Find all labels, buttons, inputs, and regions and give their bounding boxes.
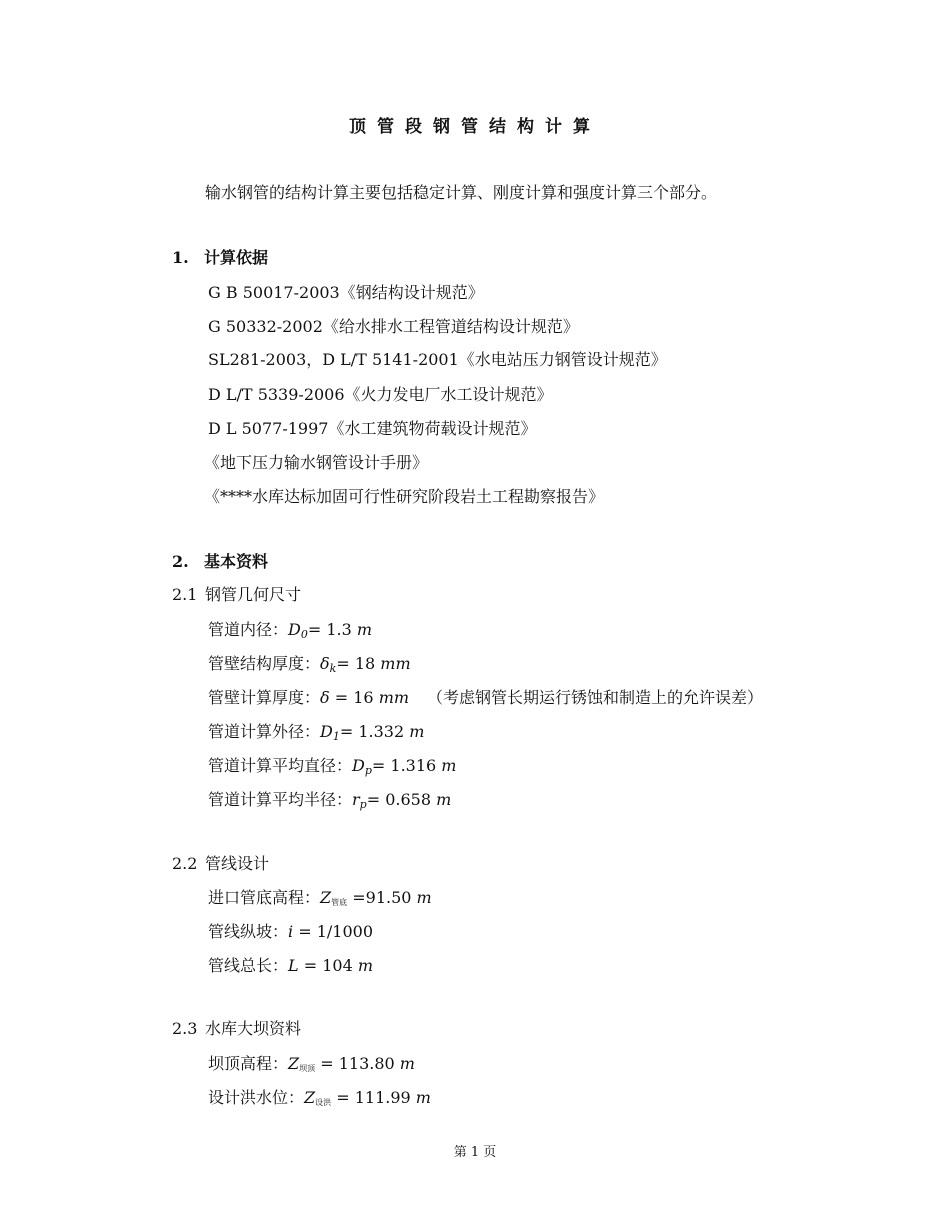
subsection-2-2-heading	[172, 854, 269, 874]
subsection-2-1-heading	[172, 585, 301, 605]
parameter-subscript: 1	[332, 730, 340, 743]
parameter-symbol: δ	[320, 654, 330, 673]
parameter-subscript: 0	[300, 628, 308, 641]
section-title: 基本资料	[204, 552, 269, 571]
parameter-label: 管壁结构厚度：	[208, 654, 321, 673]
parameter-unit: m	[409, 722, 425, 741]
parameter-unit: m	[441, 756, 457, 775]
parameter-value: = 0.658	[366, 790, 437, 809]
parameter-design-flood-level	[208, 1088, 431, 1113]
page-number-footer: 第 1 页	[453, 1145, 497, 1160]
parameter-value: = 111.99	[331, 1088, 416, 1107]
parameter-symbol: Z	[288, 1054, 300, 1073]
parameter-label: 管线纵坡：	[208, 922, 289, 941]
subsection-title: 水库大坝资料	[205, 1019, 302, 1038]
section-2-heading	[172, 552, 268, 572]
subsection-number: 2.2	[172, 854, 198, 873]
parameter-value: = 1/1000	[293, 922, 374, 941]
parameter-unit: m	[357, 956, 374, 975]
parameter-value: = 18	[336, 654, 381, 673]
intro-paragraph: 输水钢管的结构计算主要包括稳定计算、刚度计算和强度计算三个部分。	[205, 183, 718, 202]
parameter-label: 管线总长：	[208, 956, 289, 975]
subsection-number: 2.3	[172, 1019, 198, 1038]
parameter-unit: mm	[380, 654, 411, 673]
section-1-heading	[172, 248, 268, 268]
parameter-mean-radius	[208, 790, 451, 815]
parameter-wall-structural-thickness	[208, 654, 411, 679]
parameter-inlet-bottom-elevation	[208, 888, 432, 913]
parameter-longitudinal-slope	[208, 922, 373, 942]
parameter-value: = 104	[298, 956, 358, 975]
parameter-label: 管道计算外径：	[208, 722, 321, 741]
parameter-symbol: D	[320, 722, 333, 741]
parameter-value: = 1.316	[371, 756, 442, 775]
parameter-total-length	[208, 956, 373, 976]
reference-item: 《地下压力输水钢管设计手册》	[204, 453, 429, 472]
parameter-label: 坝顶高程：	[208, 1054, 289, 1073]
parameter-subscript: p	[359, 798, 367, 811]
parameter-value: =91.50	[347, 888, 417, 907]
subsection-title: 钢管几何尺寸	[205, 585, 302, 604]
parameter-value: = 1.332	[339, 722, 410, 741]
parameter-label: 管道内径：	[208, 620, 289, 639]
parameter-unit: m	[416, 888, 432, 907]
parameter-unit: m	[356, 620, 373, 639]
parameter-label: 进口管底高程：	[208, 888, 321, 907]
reference-item: 《****水库达标加固可行性研究阶段岩土工程勘察报告》	[204, 487, 605, 506]
parameter-symbol: Z	[320, 888, 332, 907]
subsection-2-3-heading	[172, 1019, 301, 1039]
parameter-value: = 16	[329, 688, 379, 707]
parameter-subscript: 设洪	[315, 1098, 332, 1107]
reference-item: D L 5077-1997《水工建筑物荷载设计规范》	[208, 419, 537, 438]
parameter-label: 管道计算平均直径：	[208, 756, 353, 775]
parameter-mean-diameter	[208, 756, 456, 781]
section-number: 2.	[172, 552, 189, 571]
section-number: 1.	[172, 248, 189, 267]
parameter-inner-diameter	[208, 620, 372, 645]
parameter-unit: m	[415, 1088, 431, 1107]
parameter-symbol: i	[288, 922, 294, 941]
parameter-unit: m	[436, 790, 452, 809]
parameter-label: 管道计算平均半径：	[208, 790, 353, 809]
parameter-value: = 113.80	[315, 1054, 400, 1073]
parameter-symbol: L	[288, 956, 299, 975]
parameter-label: 管壁计算厚度：	[208, 688, 321, 707]
parameter-wall-calc-thickness	[208, 688, 763, 708]
subsection-number: 2.1	[172, 585, 198, 604]
reference-item: D L/T 5339-2006《火力发电厂水工设计规范》	[208, 385, 553, 404]
reference-item: G B 50017-2003《钢结构设计规范》	[208, 283, 484, 302]
reference-item: SL281-2003，D L/T 5141-2001《水电站压力钢管设计规范》	[208, 350, 667, 369]
parameter-symbol: r	[352, 790, 360, 809]
section-title: 计算依据	[204, 248, 269, 267]
parameter-subscript: 坝顶	[299, 1064, 316, 1073]
parameter-subscript: k	[329, 662, 337, 675]
parameter-symbol: δ	[320, 688, 330, 707]
parameter-outer-diameter	[208, 722, 424, 747]
parameter-symbol: D	[288, 620, 301, 639]
parameter-subscript: p	[364, 764, 372, 777]
parameter-note: （考虑钢管长期运行锈蚀和制造上的允许误差）	[427, 688, 764, 707]
parameter-subscript: 管底	[331, 898, 348, 907]
subsection-title: 管线设计	[205, 854, 270, 873]
parameter-symbol: D	[352, 756, 365, 775]
document-title: 顶管段钢管结构计算	[349, 117, 601, 137]
parameter-symbol: Z	[304, 1088, 316, 1107]
parameter-unit: m	[399, 1054, 415, 1073]
reference-item: G 50332-2002《给水排水工程管道结构设计规范》	[208, 317, 579, 336]
parameter-unit: mm	[378, 688, 410, 707]
parameter-label: 设计洪水位：	[208, 1088, 305, 1107]
parameter-dam-crest-elevation	[208, 1054, 415, 1079]
parameter-value: = 1.3	[307, 620, 357, 639]
